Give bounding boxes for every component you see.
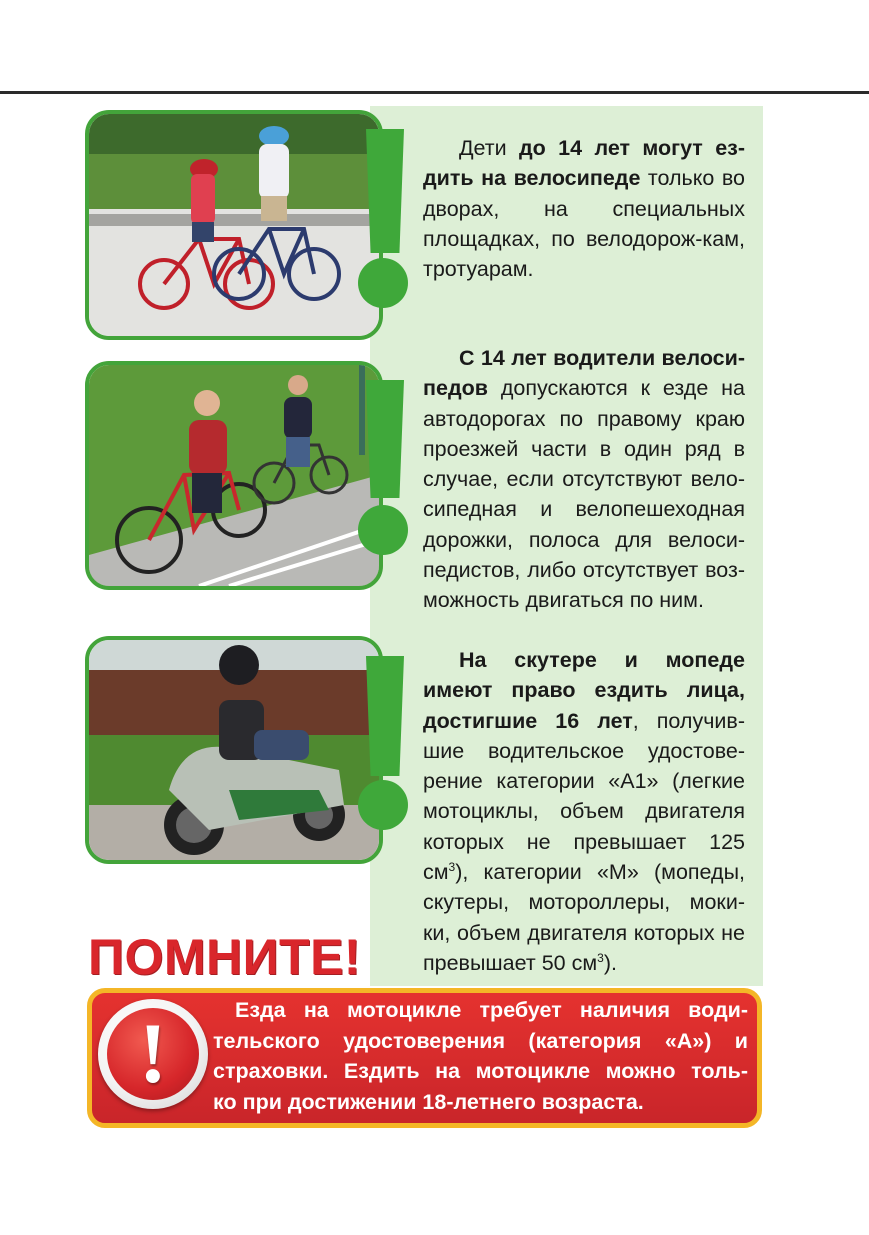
exclamation-dot-icon [358,780,408,830]
block1-bold: до 14 лет могут ез-дить на велосипеде [423,136,745,191]
text-block-bicycle-from-14 [423,343,745,616]
photo-rider-on-motorcycle [85,636,383,864]
warning-line: тельского удостоверения (категория «А») и [213,1028,748,1053]
block3-sup2: 3 [597,950,604,965]
warning-text [213,995,748,1117]
block2-bold: С 14 лет водители велоси-педов [423,346,745,401]
block3-bold: На скутере и мопеде имеют право ездить лица, достигшие 16 лет [423,648,745,733]
top-rule [0,91,869,94]
block3-part3: ). [603,950,617,975]
exclamation-bar-icon [366,656,404,776]
block1-intro: Дети [459,136,520,160]
block3-sup1: 3 [448,859,456,874]
exclamation-icon: ! [98,999,208,1109]
warning-line: Езда на мотоцикле требует наличия води- [235,998,748,1022]
block3-part1: , получив-шие водительское удостове-рение категории «А1» (легкие мотоциклы, объем двигателя которых не превышает 125 см [423,708,745,885]
warning-line: ко при достижении 18-летнего возраста. [213,1089,644,1114]
photo-teens-on-bicycles [85,361,383,590]
warning-line: страховки. Ездить на мотоцикле можно толь- [213,1059,748,1083]
exclamation-bar-icon [366,129,404,253]
block3-part2: ), категории «М» (мопеды, скутеры, мотороллеры, моки-ки, объем двигателя которых не превышает 50 см [423,860,745,975]
block2-rest: допускаются к езде на автодорогах по правому краю проезжей части в один ряд в случае, если отсутствуют вело-сипедная и велопешеходная дорожки, полоса для велоси-педистов, либо отсутствует воз-можность двигаться по ним. [423,376,745,613]
remember-heading: ПОМНИТЕ! [88,929,362,985]
exclamation-dot-icon [358,258,408,308]
text-block-bicycle-under-14 [423,133,745,284]
block1-rest: только во дворах, на специальных площадках, по велодорож-кам, тротуарам. [423,166,745,282]
text-block-scooter-moped [423,645,745,978]
exclamation-dot-icon [358,505,408,555]
exclamation-bar-icon [366,380,404,498]
photo-kids-on-bicycles [85,110,383,340]
